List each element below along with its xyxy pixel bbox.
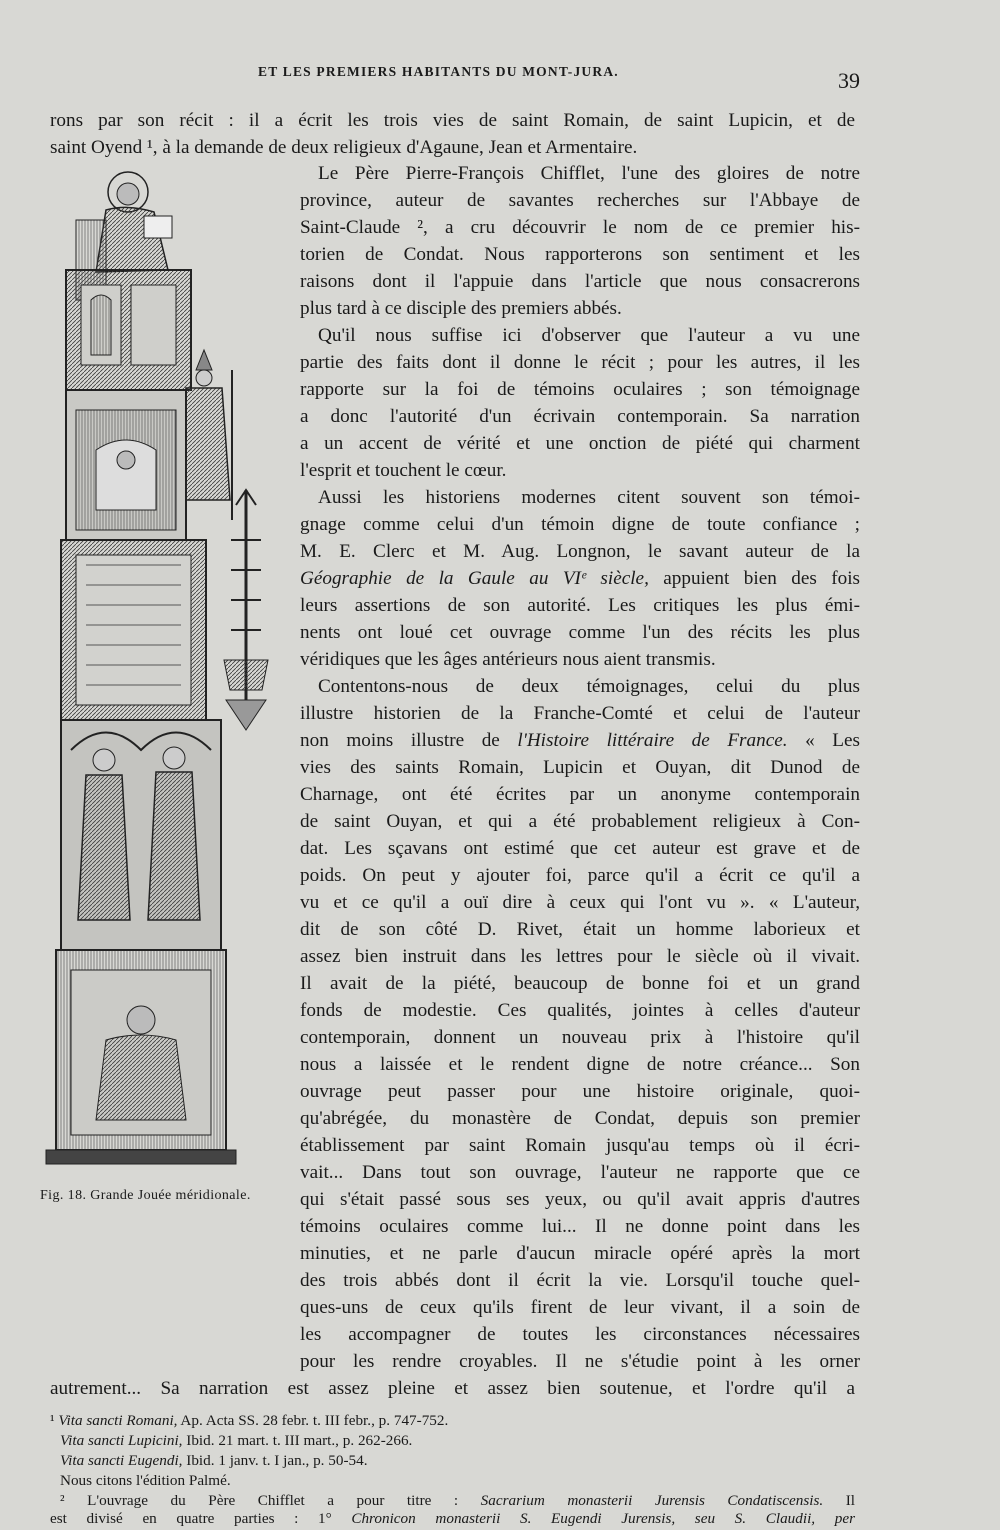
text-line: ouvrage peut passer pour une histoire originale, quoi- [300, 1081, 860, 1102]
footnote-title: Sacrarium monasterii Jurensis Condatiscensis. [480, 1492, 824, 1509]
text-line: leurs assertions de son autorité. Les critiques les plus émi- [300, 595, 860, 616]
text-line: qu'abrégée, du monastère de Condat, depuis son premier [300, 1108, 860, 1129]
text-line: nous a laissée et le rendent digne de notre créance... Son [300, 1054, 860, 1075]
text-line: rapporte sur la foi de témoins oculaires ; son témoignage [300, 379, 860, 400]
figure-caption: Fig. 18. Grande Jouée méridionale. [40, 1188, 251, 1203]
footnote-text: est divisé en quatre parties : 1° [50, 1510, 352, 1527]
text-line: Charnage, ont été écrites par un anonyme contemporain [300, 784, 860, 805]
text-line: torien de Condat. Nous rapporterons son sentiment et les [300, 244, 860, 265]
text-line: nents ont loué cet ouvrage comme l'un des récits les plus [300, 622, 860, 643]
text-line: plus tard à ce disciple des premiers abbés. [300, 298, 622, 319]
italic-title: l'Histoire littéraire de France. [517, 730, 788, 751]
text-line: vait... Dans tout son ouvrage, l'auteur ne rapporte que ce [300, 1162, 860, 1183]
standing-figure-left [78, 749, 130, 920]
text-line: fonds de modestie. Ces qualités, jointes à celles d'auteur [300, 1000, 860, 1021]
text-line: véridiques que les âges antérieurs nous aient transmis. [300, 649, 716, 670]
text-span: non moins illustre de [300, 730, 518, 751]
text-line: des trois abbés dont il écrit la vie. Lorsqu'il touche quel- [300, 1270, 860, 1291]
text-line: a donc l'autorité d'un écrivain contemporain. Sa narration [300, 406, 860, 427]
text-line: qui s'était passé sous ses yeux, ou qu'il avait appris d'autres [300, 1189, 860, 1210]
text-line: Contentons-nous de deux témoignages, celui du plus [318, 676, 860, 697]
text-line: gnage comme celui d'un témoin digne de toute confiance ; [300, 514, 860, 535]
text-span: « Les [787, 730, 860, 751]
footnote-title: Chronicon monasterii S. Eugendi Jurensis, seu S. Claudii, per [351, 1510, 855, 1527]
footnote-text: Il [823, 1492, 855, 1509]
text-line: ques-uns de ceux qu'ils firent de leur vivant, il a soin de [300, 1297, 860, 1318]
text-line: poids. On peut y ajouter foi, parce qu'il a écrit ce qu'il a [300, 865, 860, 886]
footnote-2 [60, 1492, 855, 1510]
text-line: province, auteur de savantes recherches sur l'Abbaye de [300, 190, 860, 211]
footnote-1-line [60, 1452, 368, 1470]
text-line: de saint Ouyan, et qui a été probablement religieux à Con- [300, 811, 860, 832]
text-line: dat. Les sçavans ont estimé que cet auteur est grave et de [300, 838, 860, 859]
text-line: les accompagner de toutes les circonstances nécessaires [300, 1324, 860, 1345]
text-line: raisons dont il l'appuie dans l'article que nous consacrerons [300, 271, 860, 292]
standing-figure-right [148, 747, 200, 920]
footnote-1-line: Nous citons l'édition Palmé. [60, 1472, 231, 1489]
text-line: a un accent de vérité et une onction de piété qui charment [300, 433, 860, 454]
text-line: établissement par saint Romain jusqu'au temps où il écri- [300, 1135, 860, 1156]
footnote-text: ² L'ouvrage du Père Chifflet a pour titre : [60, 1492, 481, 1509]
text-line: vies des saints Romain, Lupicin et Ouyan, dit Dunod de [300, 757, 860, 778]
text-line: illustre historien de la Franche-Comté et celui de l'auteur [300, 703, 860, 724]
text-line: partie des faits dont il donne le récit ; pour les autres, il les [300, 352, 860, 373]
text-span: appuient bien des fois [648, 568, 860, 589]
footnote-1-line [60, 1432, 412, 1450]
italic-title: Géographie de la Gaule au VIᵉ siècle, [300, 568, 649, 589]
text-line: Qu'il nous suffise ici d'observer que l'auteur a vu une [318, 325, 860, 346]
text-line: assez bien instruit dans les lettres pour le siècle où il vivait. [300, 946, 860, 967]
footnote-text: Ap. Acta SS. 28 febr. t. III febr., p. 747-752. [177, 1412, 449, 1429]
footnote-text: Ibid. 21 mart. t. III mart., p. 262-266. [182, 1432, 413, 1449]
text-line: saint Oyend ¹, à la demande de deux religieux d'Agaune, Jean et Armentaire. [50, 137, 638, 158]
text-line: pour les rendre croyables. Il ne s'étudie point à les orner [300, 1351, 860, 1372]
text-line: vu et ce qu'il a ouï dire à ceux qui l'ont vu ». « L'auteur, [300, 892, 860, 913]
footnote-title: Vita sancti Lupicini, [60, 1432, 183, 1449]
running-title: ET LES PREMIERS HABITANTS DU MONT-JURA. [258, 64, 619, 79]
text-line: témoins oculaires comme lui... Il ne donne point dans les [300, 1216, 860, 1237]
text-line: Saint-Claude ², a cru découvrir le nom de ce premier his- [300, 217, 860, 238]
text-line: minuties, et ne parle d'aucun miracle opéré après la mort [300, 1243, 860, 1264]
footnote-title: Vita sancti Eugendi, [60, 1452, 183, 1469]
carved-stall-illustration [36, 160, 286, 1178]
text-line: dit de son côté D. Rivet, était un homme laborieux et [300, 919, 860, 940]
text-line [300, 730, 860, 752]
text-line: l'esprit et touchent le cœur. [300, 460, 507, 481]
footnote-marker: ¹ [50, 1412, 55, 1429]
gothic-pinnacle [224, 490, 268, 730]
footnote-text: Ibid. 1 janv. t. I jan., p. 50-54. [182, 1452, 368, 1469]
footnote-title: Vita sancti Romani, [58, 1412, 178, 1429]
page-number: 39 [838, 68, 860, 93]
text-line: rons par son récit : il a écrit les trois vies de saint Romain, de saint Lupicin, et de [50, 110, 855, 131]
text-line: autrement... Sa narration est assez pleine et assez bien soutenue, et l'ordre qu'il a [50, 1378, 855, 1399]
text-line [300, 568, 860, 590]
text-line: Aussi les historiens modernes citent souvent son témoi- [318, 487, 860, 508]
footnote-2-line [50, 1510, 855, 1528]
text-line: M. E. Clerc et M. Aug. Longnon, le savant auteur de la [300, 541, 860, 562]
text-line: Le Père Pierre-François Chifflet, l'une des gloires de notre [318, 163, 860, 184]
text-line: Il avait de la piété, beaucoup de bonne foi et un grand [300, 973, 860, 994]
footnote-1 [50, 1412, 448, 1430]
text-line: contemporain, donnent un nouveau prix à l'histoire qu'il [300, 1027, 860, 1048]
choir-stall-engraving [36, 160, 286, 1178]
